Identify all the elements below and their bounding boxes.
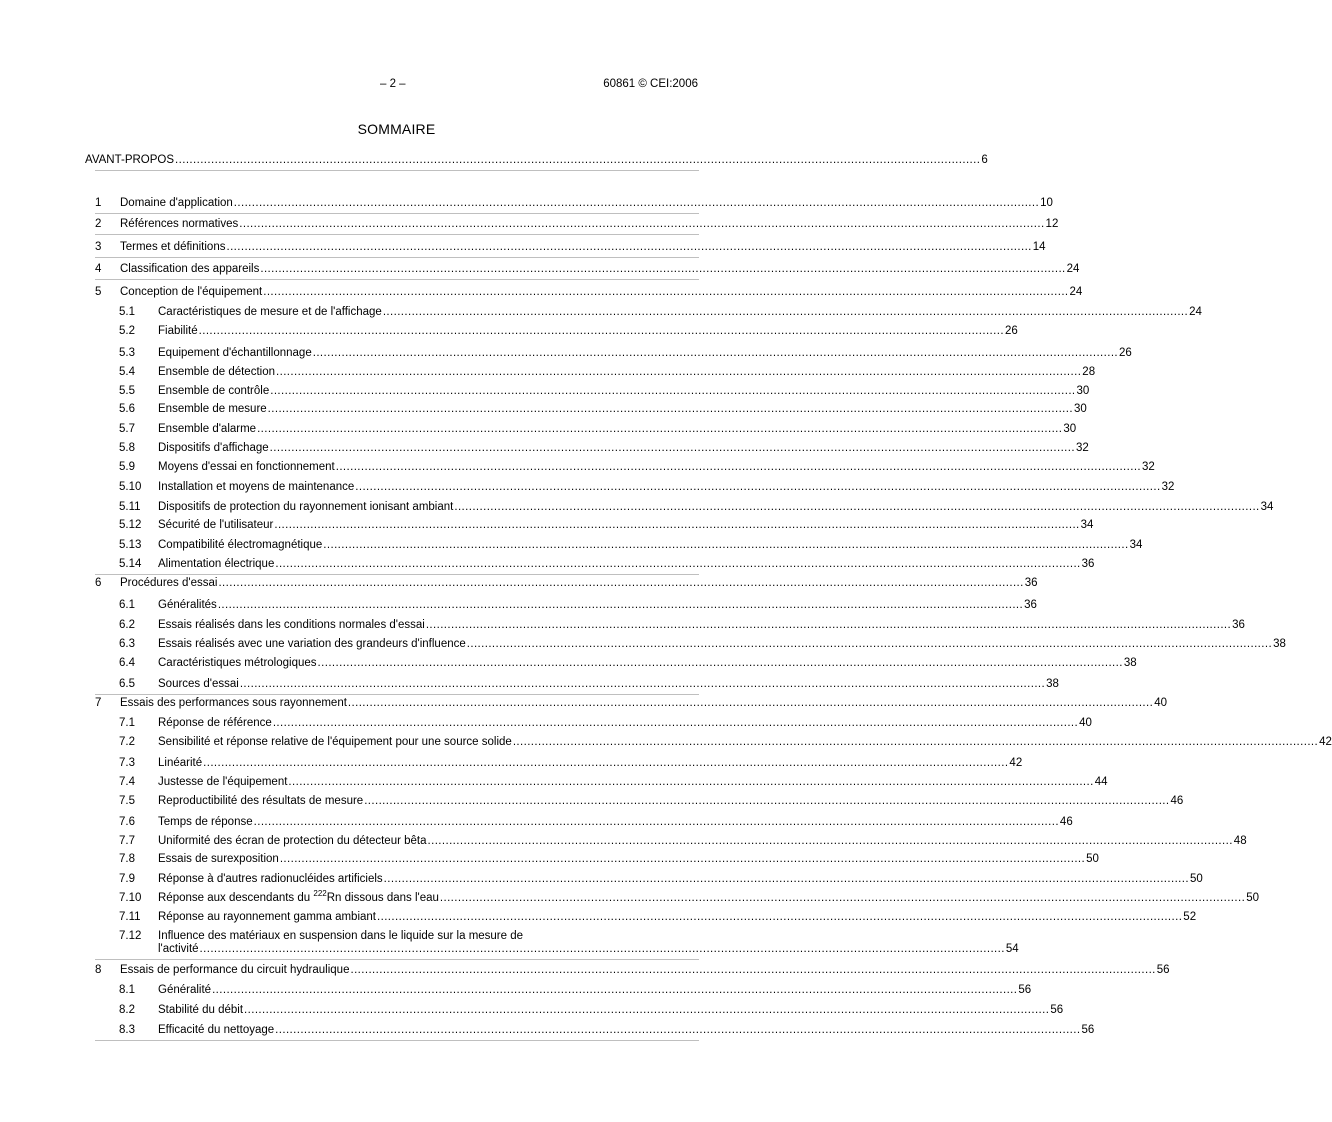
toc-entry-number: 5.9 xyxy=(119,461,135,473)
toc-entry-page: 32 xyxy=(1161,481,1175,493)
leader-dots xyxy=(350,963,1155,977)
toc-entry-number: 5.8 xyxy=(119,442,135,454)
leader-dots xyxy=(323,538,1128,552)
toc-entry-number: 7.6 xyxy=(119,816,135,828)
toc-entry-page: 40 xyxy=(1154,697,1168,709)
toc-entry-text-line1: Influence des matériaux en suspension dans le liquide sur la mesure de xyxy=(158,930,524,942)
toc-entry-number: 7.1 xyxy=(119,717,135,729)
toc-entry-page: 32 xyxy=(1142,461,1155,473)
toc-entry-number: 5.3 xyxy=(119,347,135,359)
toc-entry-number: 5.10 xyxy=(119,481,142,493)
toc-entry-page: 30 xyxy=(1076,385,1090,397)
leader-dots xyxy=(273,716,1078,730)
toc-entry-page: 42 xyxy=(1319,736,1332,748)
toc-entry-page: 6 xyxy=(981,154,988,166)
toc-entry-page: 36 xyxy=(1081,558,1095,570)
leader-dots xyxy=(274,518,1079,532)
page-title: SOMMAIRE xyxy=(357,121,436,137)
leader-dots xyxy=(234,196,1039,210)
leader-dots xyxy=(244,1003,1049,1017)
divider xyxy=(95,1040,699,1041)
toc-entry-page: 42 xyxy=(1009,757,1023,769)
leader-dots xyxy=(426,618,1231,632)
toc-entry-text: Alimentation électrique xyxy=(158,558,275,570)
toc-entry-text: Conception de l'équipement xyxy=(120,286,263,298)
toc-entry-number: 6.5 xyxy=(119,678,135,690)
toc-entry-text: Dispositifs d'affichage xyxy=(158,442,269,454)
toc-entry-number: 7.9 xyxy=(119,873,135,885)
toc-entry-number: 6.1 xyxy=(119,599,135,611)
divider xyxy=(95,574,699,575)
toc-entry-text: Réponse de référence xyxy=(158,717,272,729)
leader-dots xyxy=(336,460,1141,474)
leader-dots xyxy=(212,983,1017,997)
toc-entry-number: 7 xyxy=(95,697,102,709)
toc-entry-text: Uniformité des écran de protection du détecteur bêta xyxy=(158,835,427,847)
leader-dots xyxy=(270,384,1075,398)
toc-entry-number: 5.6 xyxy=(119,403,135,415)
toc-entry-text: Equipement d'échantillonnage xyxy=(158,347,312,359)
toc-entry-number: 6 xyxy=(95,577,102,589)
toc-entry-text: Termes et définitions xyxy=(120,241,226,253)
toc-entry-page: 50 xyxy=(1189,873,1203,885)
toc-entry-number: 7.11 xyxy=(119,911,141,923)
toc-entry-number: 7.8 xyxy=(119,853,135,865)
divider xyxy=(95,279,699,280)
toc-entry-page: 36 xyxy=(1232,619,1245,631)
divider xyxy=(95,213,699,214)
toc-entry-text: Références normatives xyxy=(120,218,239,230)
leader-dots xyxy=(288,775,1093,789)
toc-entry-text: Essais de surexposition xyxy=(158,853,279,865)
leader-dots xyxy=(218,576,1023,590)
toc-entry-number: 6.4 xyxy=(119,657,135,669)
toc-entry-number: 7.10 xyxy=(119,892,142,904)
toc-entry-page: 28 xyxy=(1082,366,1096,378)
leader-dots xyxy=(348,696,1153,710)
document-reference: 60861 © CEI:2006 xyxy=(603,78,698,90)
toc-entry-text: Compatibilité électromagnétique xyxy=(158,539,323,551)
toc-entry-text: Essais réalisés avec une variation des grandeurs d'influence xyxy=(158,638,466,650)
toc-entry-text: Justesse de l'équipement xyxy=(158,776,288,788)
toc-entry-text-part: Rn dissous dans l'eau xyxy=(326,892,439,904)
toc-entry-text: Temps de réponse xyxy=(158,816,253,828)
toc-entry-number: 8 xyxy=(95,964,102,976)
toc-entry-text: Caractéristiques de mesure et de l'affichage xyxy=(158,306,382,318)
toc-entry-number: 8.1 xyxy=(119,984,135,996)
toc-entry-number: 8.3 xyxy=(119,1024,135,1036)
toc-entry-number: 7.2 xyxy=(119,736,135,748)
toc-entry-page: 34 xyxy=(1080,519,1094,531)
toc-entry-number: 5.13 xyxy=(119,539,142,551)
toc-entry-number: 5.14 xyxy=(119,558,142,570)
toc-entry-page: 46 xyxy=(1059,816,1073,828)
toc-entry-number: 7.3 xyxy=(119,757,135,769)
toc-entry-page: 36 xyxy=(1024,577,1038,589)
leader-dots xyxy=(318,656,1123,670)
leader-dots xyxy=(355,480,1160,494)
toc-entry-number: 5.7 xyxy=(119,423,135,435)
toc-entry-text-line2: l'activité xyxy=(158,943,199,955)
leader-dots xyxy=(199,324,1004,338)
toc-entry-text: Réponse au rayonnement gamma ambiant xyxy=(158,911,376,923)
leader-dots xyxy=(384,872,1189,886)
isotope-superscript: 222 xyxy=(313,889,327,898)
leader-dots xyxy=(218,598,1023,612)
toc-entry-number: 5.12 xyxy=(119,519,142,531)
toc-entry-page: 44 xyxy=(1094,776,1108,788)
toc-entry-text: Sécurité de l'utilisateur xyxy=(158,519,274,531)
leader-dots xyxy=(276,365,1081,379)
divider xyxy=(95,257,699,258)
toc-entry-number: 6.2 xyxy=(119,619,135,631)
toc-entry-text: Stabilité du débit xyxy=(158,1004,244,1016)
toc-entry-page: 38 xyxy=(1273,638,1286,650)
toc-entry-text: Linéarité xyxy=(158,757,203,769)
leader-dots xyxy=(513,735,1318,749)
divider xyxy=(95,234,699,235)
toc-entry-page: 38 xyxy=(1123,657,1137,669)
leader-dots xyxy=(275,557,1080,571)
toc-entry-text xyxy=(158,891,439,905)
toc-entry-page: 52 xyxy=(1183,911,1197,923)
toc-entry-number: 7.7 xyxy=(119,835,135,847)
leader-dots xyxy=(383,305,1188,319)
leader-dots xyxy=(275,1023,1080,1037)
toc-entry-text: Ensemble de mesure xyxy=(158,403,267,415)
toc-entry-page: 24 xyxy=(1069,286,1083,298)
toc-entry-text: AVANT-PROPOS xyxy=(85,154,175,166)
toc-entry-text: Fiabilité xyxy=(158,325,198,337)
leader-dots xyxy=(226,240,1031,254)
toc-entry-number: 7.4 xyxy=(119,776,135,788)
toc-entry-text: Moyens d'essai en fonctionnement xyxy=(158,461,335,473)
toc-entry-text: Dispositifs de protection du rayonnement ionisant ambiant xyxy=(158,501,454,513)
toc-entry-page: 34 xyxy=(1260,501,1274,513)
leader-dots xyxy=(454,500,1259,514)
toc-entry-page: 56 xyxy=(1081,1024,1095,1036)
toc-entry-number: 1 xyxy=(95,197,102,209)
toc-entry-page: 34 xyxy=(1129,539,1143,551)
toc-entry-text: Essais de performance du circuit hydraulique xyxy=(120,964,350,976)
toc-entry-number: 2 xyxy=(95,218,102,230)
toc-entry-text: Ensemble de contrôle xyxy=(158,385,270,397)
toc-entry-text: Généralités xyxy=(158,599,217,611)
toc-entry-page: 46 xyxy=(1170,795,1184,807)
toc-entry-page: 50 xyxy=(1246,892,1259,904)
toc-entry-text: Procédures d'essai xyxy=(120,577,218,589)
leader-dots xyxy=(467,637,1272,651)
toc-entry-text: Sources d'essai xyxy=(158,678,239,690)
toc-entry-number: 5.2 xyxy=(119,325,135,337)
toc-entry-page: 40 xyxy=(1079,717,1092,729)
toc-entry-text: Caractéristiques métrologiques xyxy=(158,657,317,669)
toc-entry-number: 7.5 xyxy=(119,795,135,807)
toc-entry-text: Ensemble de détection xyxy=(158,366,275,378)
toc-entry-text: Efficacité du nettoyage xyxy=(158,1024,275,1036)
toc-entry-page: 48 xyxy=(1233,835,1247,847)
toc-entry-number: 6.3 xyxy=(119,638,135,650)
toc-entry-text: Ensemble d'alarme xyxy=(158,423,257,435)
leader-dots xyxy=(280,852,1085,866)
toc-entry-page: 36 xyxy=(1024,599,1037,611)
leader-dots xyxy=(239,217,1044,231)
leader-dots xyxy=(263,285,1068,299)
toc-entry-page: 12 xyxy=(1045,218,1059,230)
toc-entry-page: 32 xyxy=(1075,442,1089,454)
toc-entry-number: 5.4 xyxy=(119,366,135,378)
toc-entry-page: 54 xyxy=(1005,943,1019,955)
divider xyxy=(95,170,699,171)
toc-entry-page: 56 xyxy=(1156,964,1170,976)
toc-entry-text: Classification des appareils xyxy=(120,263,260,275)
toc-entry-text: Installation et moyens de maintenance xyxy=(158,481,355,493)
leader-dots xyxy=(200,943,1005,956)
toc-entry-page: 30 xyxy=(1073,403,1087,415)
leader-dots xyxy=(268,402,1073,416)
toc-entry-number: 3 xyxy=(95,241,102,253)
toc-entry-text: Réponse à d'autres radionucléides artificiels xyxy=(158,873,383,885)
leader-dots xyxy=(364,794,1169,808)
toc-entry-page: 26 xyxy=(1119,347,1132,359)
toc-entry-text: Domaine d'application xyxy=(120,197,233,209)
leader-dots xyxy=(203,756,1008,770)
leader-dots xyxy=(270,441,1075,455)
toc-entry-page: 24 xyxy=(1189,306,1202,318)
toc-entry-number: 5 xyxy=(95,286,102,298)
leader-dots xyxy=(440,891,1245,905)
leader-dots xyxy=(428,834,1233,848)
leader-dots xyxy=(313,346,1118,360)
divider xyxy=(95,694,699,695)
toc-entry-text: Essais réalisés dans les conditions normales d'essai xyxy=(158,619,425,631)
toc-entry-page: 30 xyxy=(1063,423,1077,435)
toc-entry-number: 5.11 xyxy=(119,501,141,513)
leader-dots xyxy=(377,910,1182,924)
toc-entry-text: Essais des performances sous rayonnement xyxy=(120,697,347,709)
toc-entry-text: Généralité xyxy=(158,984,212,996)
toc-entry-page: 14 xyxy=(1032,241,1046,253)
toc-entry-number: 8.2 xyxy=(119,1004,135,1016)
leader-dots xyxy=(257,422,1062,436)
page-number-header: – 2 – xyxy=(380,78,406,90)
toc-entry-page: 56 xyxy=(1018,984,1032,996)
toc-entry-page: 10 xyxy=(1040,197,1053,209)
toc-entry-page: 38 xyxy=(1046,678,1059,690)
toc-entry-text: Sensibilité et réponse relative de l'équipement pour une source solide xyxy=(158,736,512,748)
toc-entry-number: 5.1 xyxy=(119,306,135,318)
toc-entry-page: 50 xyxy=(1086,853,1099,865)
leader-dots xyxy=(175,153,980,167)
toc-entry-text: Reproductibilité des résultats de mesure xyxy=(158,795,364,807)
divider xyxy=(95,959,699,960)
leader-dots xyxy=(260,262,1065,276)
toc-entry-number: 7.12 xyxy=(119,930,142,942)
toc-entry-page: 26 xyxy=(1004,325,1018,337)
leader-dots xyxy=(240,677,1045,691)
toc-entry-page: 24 xyxy=(1066,263,1080,275)
toc-entry-number: 4 xyxy=(95,263,102,275)
leader-dots xyxy=(254,815,1059,829)
toc-entry-page: 56 xyxy=(1050,1004,1064,1016)
toc-entry-number: 5.5 xyxy=(119,385,135,397)
toc-entry-text-part: Réponse aux descendants du xyxy=(158,892,314,904)
